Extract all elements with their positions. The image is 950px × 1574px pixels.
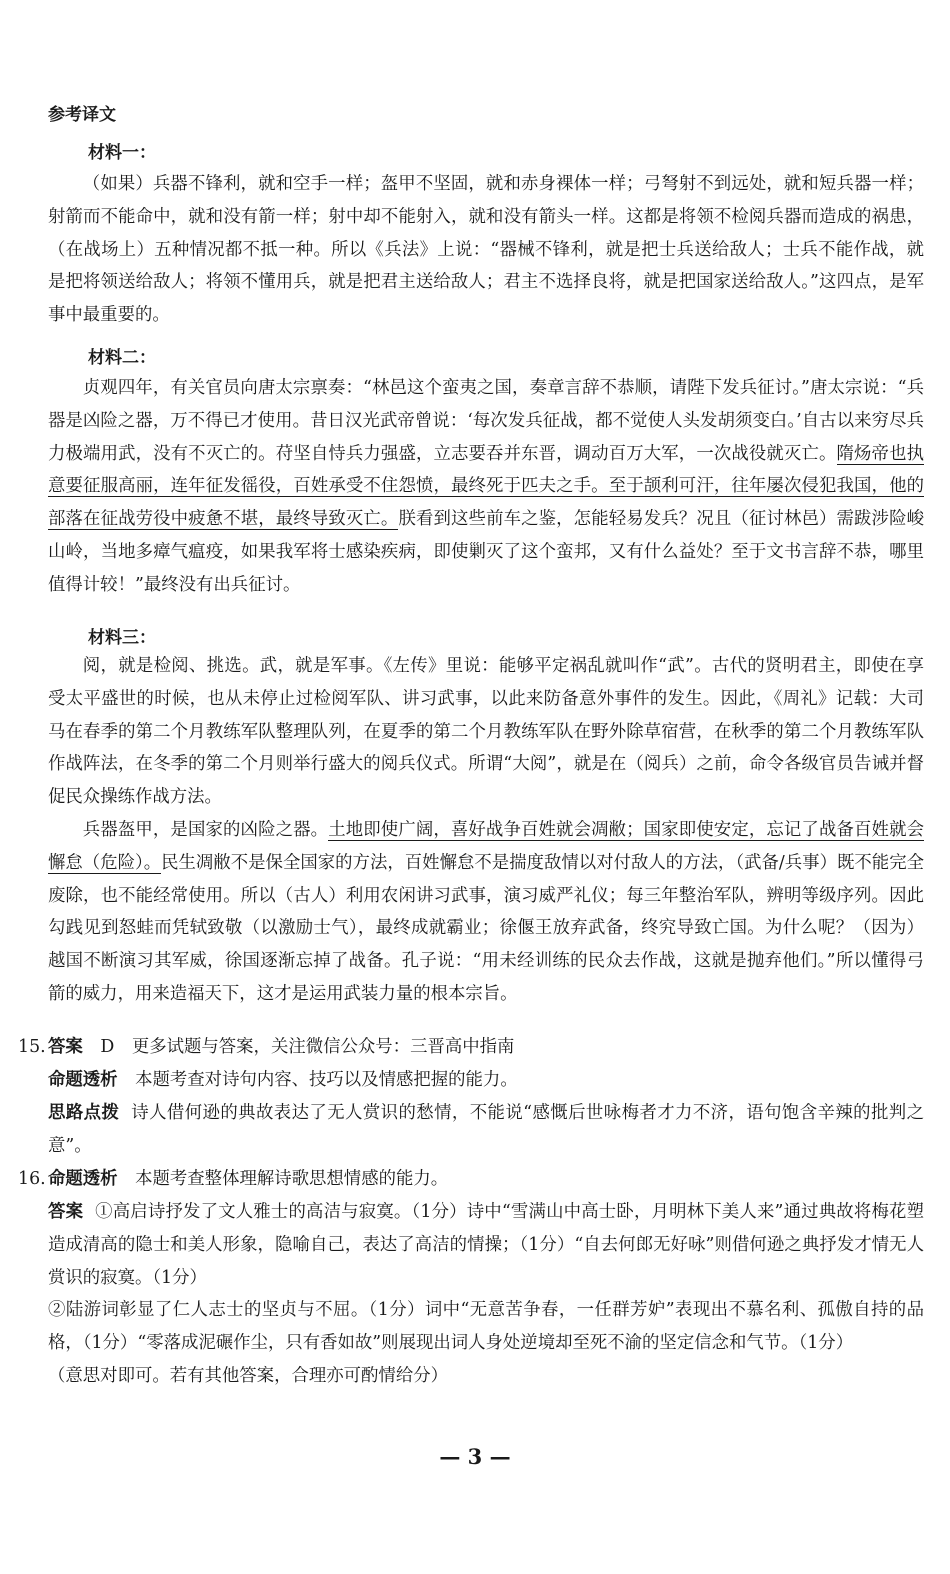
material-3-underline: 土地即使广阔，喜好战争百姓就会凋敝；国家即使安定，忘记了战备百姓就会懈怠（危险）。 [48, 819, 924, 873]
analysis-text: 本题考查整体理解诗歌思想情感的能力。 [135, 1169, 449, 1189]
material-1-body [48, 168, 924, 332]
material-2-body [48, 372, 924, 602]
approach-paragraph [48, 1097, 924, 1163]
analysis-label: 命题透析 [48, 1070, 118, 1090]
question-15-analysis [48, 1064, 924, 1097]
material-2-underline-2: 至于颉利可汗，往年屡次侵犯我国，他的部落在征战劳役中疲惫不堪，最终导致灭亡。 [48, 476, 924, 530]
page-number: — 3 — [439, 1444, 511, 1469]
question-16-analysis [48, 1163, 924, 1196]
material-3-body [48, 650, 924, 1011]
material-2-text-2: 朕看到这些前车之鉴，怎能轻易发兵？况且（征讨林邑）需跋涉险峻山岭，当地多瘴气瘟疫，如果我军将士感染疾病，即使剿灭了这个蛮邦，又有什么益处？至于文书言辞不恭，哪里值得计较！”最终没有出兵征讨。 [48, 509, 924, 595]
question-15-number: 15. [18, 1037, 46, 1057]
answer-point-1 [48, 1196, 924, 1294]
material-3-paragraph-1: 阅，就是检阅、挑选。武，就是军事。《左传》里说：能够平定祸乱就叫作“武”。古代的贤明君主，即使在享受太平盛世的时候，也从未停止过检阅军队、讲习武事，以此来防备意外事件的发生。因此，《周礼》记载：大司马在春季的第二个月教练军队整理队列，在夏季的第二个月教练军队在野外除草宿营，在秋季的第二个月教练军队作战阵法，在冬季的第二个月则举行盛大的阅兵仪式。所谓“大阅”，就是在（阅兵）之前，命令各级官员告诫并督促民众操练作战方法。 [48, 656, 924, 808]
answer-label: 答案 [48, 1202, 84, 1222]
scoring-note: （意思对即可。若有其他答案，合理亦可酌情给分） [48, 1365, 448, 1386]
material-3-text-b: 民生凋敝不是保全国家的方法，百姓懈怠不是揣度敌情以对付敌人的方法，（武备/兵事）既不能完全废除，也不能经常使用。所以（古人）利用农闲讲习武事，演习威严礼仪；每三年整治军队，辨明等级序列。因此勾践见到怒蛙而凭轼致敬（以激励士气），最终成就霸业；徐偃王放弃武备，终究导致亡国。为什么呢？（因为）越国不断演习其军威，徐国逐渐忘掉了战备。孔子说：“用未经训练的民众去作战，这就是抛弃他们。”所以懂得弓箭的威力，用来造福天下，这才是运用武装力量的根本宗旨。 [48, 852, 924, 1004]
question-16-answer [48, 1196, 924, 1393]
material-2-paragraph [48, 372, 924, 602]
material-3-heading: 材料三： [88, 628, 156, 648]
material-1-heading: 材料一： [88, 143, 156, 163]
analysis-text: 本题考查对诗句内容、技巧以及情感把握的能力。 [135, 1070, 518, 1090]
material-2-heading: 材料二： [88, 348, 156, 368]
question-15-approach [48, 1097, 924, 1163]
answer-point-2: ②陆游词彰显了仁人志士的坚贞与不屈。（1分）词中“无意苦争春，一任群芳妒”表现出不慕名利、孤傲自持的品格，（1分）“零落成泥碾作尘，只有香如故”则展现出词人身处逆境却至死不渝的坚定信念和气节。（1分） [48, 1300, 924, 1354]
approach-text: 诗人借何逊的典故表达了无人赏识的愁情，不能说“感慨后世咏梅者才力不济，语句饱含辛辣的批判之意”。 [48, 1103, 924, 1156]
question-16-number: 16. [18, 1169, 46, 1189]
promo-note: 更多试题与答案，关注微信公众号：三晋高中指南 [131, 1037, 515, 1057]
answer-point-1-text: ①高启诗抒发了文人雅士的高洁与寂寞。（1分）诗中“雪满山中高士卧，月明林下美人来”通过典故将梅花塑造成清高的隐士和美人形象，隐喻自己，表达了高洁的情操；（1分）“自去何郎无好咏”则借何逊之典抒发才情无人赏识的寂寞。（1分） [48, 1202, 924, 1288]
section-title: 参考译文 [48, 105, 116, 125]
material-3-text-a: 兵器盔甲，是国家的凶险之器。 [82, 819, 329, 840]
material-3-paragraph-2 [48, 814, 924, 1011]
material-2-underline-1: 隋炀帝也执意要征服高丽，连年征发徭役，百姓承受不住怨愤，最终死于匹夫之手。 [48, 443, 924, 497]
answer-value: D [100, 1037, 115, 1057]
material-1-paragraph: （如果）兵器不锋利，就和空手一样；盔甲不坚固，就和赤身裸体一样；弓弩射不到远处，就和短兵器一样；射箭而不能命中，就和没有箭一样；射中却不能射入，就和没有箭头一样。这都是将领不检阅兵器而造成的祸患，（在战场上）五种情况都不抵一种。所以《兵法》上说：“器械不锋利，就是把士兵送给敌人；士兵不能作战，就是把将领送给敌人；将领不懂用兵，就是把君主送给敌人；君主不选择良将，就是把国家送给敌人。”这四点，是军事中最重要的。 [48, 174, 924, 326]
question-15-answer-row [48, 1031, 924, 1064]
approach-label: 思路点拨 [48, 1103, 120, 1123]
analysis-label: 命题透析 [48, 1169, 118, 1189]
answer-label: 答案 [48, 1037, 83, 1057]
material-2-text-1: 贞观四年，有关官员向唐太宗禀奏：“林邑这个蛮夷之国，奏章言辞不恭顺，请陛下发兵征讨。”唐太宗说：“兵器是凶险之器，万不得已才使用。昔日汉光武帝曾说：‘每次发兵征战，都不觉使人头发胡须变白。’自古以来穷尽兵力极端用武，没有不灭亡的。苻坚自恃兵力强盛，立志要吞并东晋，调动百万大军，一次战役就灭亡。 [48, 378, 924, 464]
